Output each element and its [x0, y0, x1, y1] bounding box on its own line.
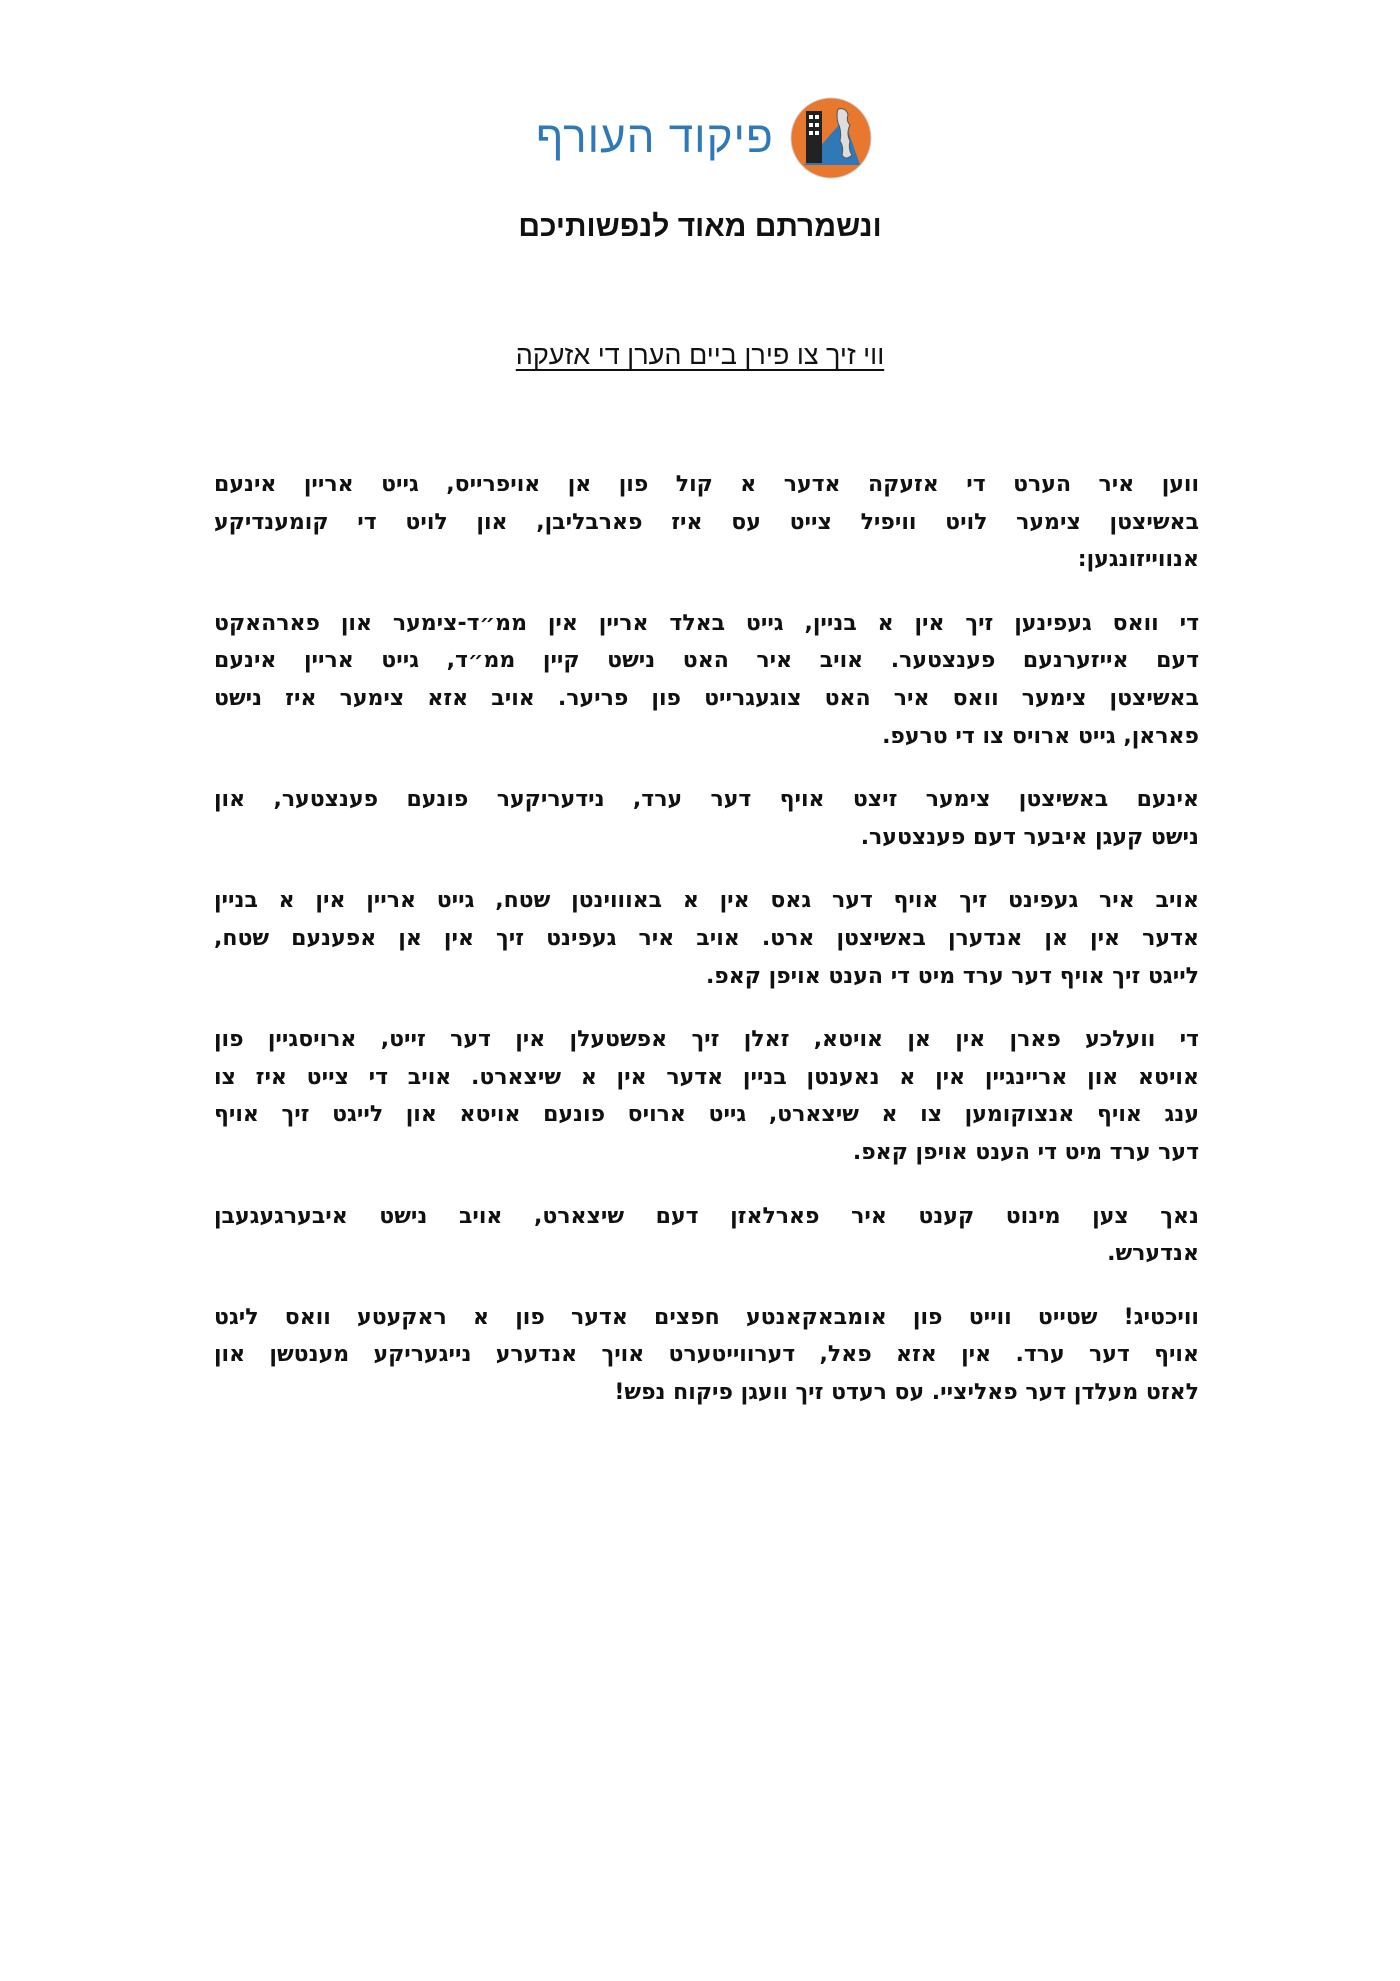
paragraph-line: אנווייזונגען: — [1077, 547, 1199, 573]
paragraph-line: באשיצטן צימער וואס איר האט צוגעגרייט פון פריער. אויב אזא צימער איז נישט — [214, 685, 1199, 711]
paragraph — [214, 605, 1199, 755]
paragraph-line: ווען איר הערט די אזעקה אדער א קול פון אן אויפרייס, גייט אריין אינעם — [214, 472, 1199, 497]
paragraph — [214, 781, 1199, 856]
paragraph-line: לאזט מעלדן דער פאליציי. עס רעדט זיך וועגן פיקוח נפש! — [614, 1379, 1199, 1405]
paragraph-line: די וואס געפינען זיך אין א בניין, גייט באלד אריין אין ממ״ד-צימער און פארהאקט — [214, 610, 1199, 636]
paragraph-line: אנדערש. — [1107, 1241, 1199, 1267]
paragraph-line: נאך צען מינוט קענט איר פארלאזן דעם שיצארט, אויב נישט איבערגעגעבן — [214, 1203, 1199, 1229]
paragraph-line: לייגט זיך אויף דער ערד מיט די הענט אויפן קאפ. — [705, 963, 1199, 989]
document-body — [214, 466, 1199, 1437]
paragraph — [214, 466, 1199, 579]
document-subtitle: ווי זיך צו פירן ביים הערן די אזעקה — [515, 340, 885, 370]
paragraph-line: ענג אויף אנצוקומען צו א שיצארט, גייט ארויס פונעם אויטא און לייגט זיך אויף — [214, 1102, 1199, 1128]
paragraph-line: אויב איר געפינט זיך אויף דער גאס אין א באוווינטן שטח, גייט אריין אין א בניין — [214, 888, 1199, 914]
paragraph-line: נישט קעגן איבער דעם פענצטער. — [860, 824, 1199, 850]
home-front-command-emblem-icon — [790, 97, 872, 179]
home-front-command-logo — [536, 92, 866, 184]
logo-text: פיקוד העורף — [536, 113, 774, 162]
paragraph-line: אויטא און אריינגיין אין א נאענטן בניין אדער אין א שיצארט. אויב די צייט איז צו — [214, 1064, 1199, 1090]
document-heading: ונשמרתם מאוד לנפשותיכם — [518, 210, 882, 243]
paragraph-line: אויף דער ערד. אין אזא פאל, דערווייטערט אויך אנדערע נייגעריקע מענטשן און — [214, 1342, 1199, 1368]
paragraph — [214, 1021, 1199, 1171]
paragraph — [214, 1299, 1199, 1412]
paragraph-line: אינעם באשיצטן צימער זיצט אויף דער ערד, נידעריקער פונעם פענצטער, און — [214, 787, 1199, 813]
paragraph — [214, 1198, 1199, 1273]
paragraph-line: דער ערד מיט די הענט אויפן קאפ. — [852, 1139, 1199, 1165]
paragraph — [214, 882, 1199, 995]
paragraph-line: אדער אין אן אנדערן באשיצטן ארט. אויב איר געפינט זיך אין אן אפענעם שטח, — [214, 925, 1199, 951]
paragraph-line: דעם אייזערנעם פענצטער. אויב איר האט נישט קיין ממ״ד, גייט אריין אינעם — [214, 648, 1199, 674]
paragraph-line: די וועלכע פארן אין אן אויטא, זאלן זיך אפשטעלן אין דער זייט, ארויסגיין פון — [214, 1027, 1199, 1053]
paragraph-line: פאראן, גייט ארויס צו די טרעפ. — [882, 723, 1199, 749]
paragraph-line: וויכטיג! שטייט ווייט פון אומבאקאנטע חפצים אדער פון א ראקעטע וואס ליגט — [214, 1304, 1199, 1330]
paragraph-line: באשיצטן צימער לויט וויפיל צייט עס איז פארבליבן, און לויט די קומענדיקע — [214, 509, 1199, 535]
